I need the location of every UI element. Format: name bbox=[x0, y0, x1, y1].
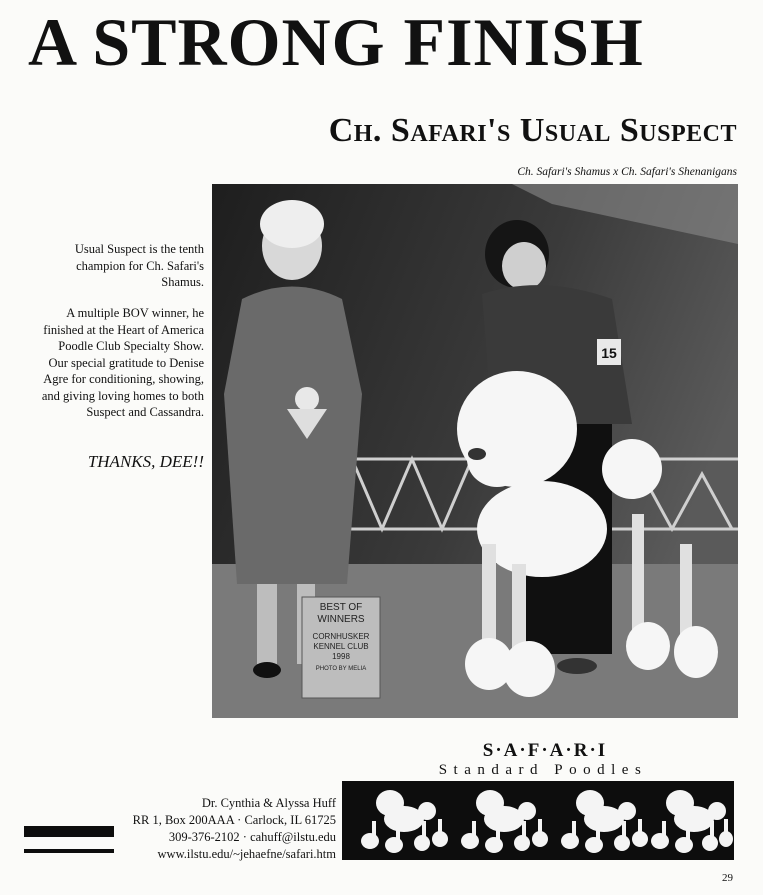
show-photo bbox=[212, 184, 738, 718]
svg-text:1998: 1998 bbox=[332, 652, 350, 661]
brand-name: S·A·F·A·R·I bbox=[482, 740, 608, 761]
svg-text:15: 15 bbox=[601, 345, 617, 361]
poodle-silhouette-4 bbox=[651, 790, 733, 853]
best-of-winners-sign bbox=[302, 597, 380, 698]
svg-text:BEST OF: BEST OF bbox=[319, 602, 363, 613]
decorative-bar bbox=[24, 826, 114, 837]
contact-phone-email[interactable]: 309-376-2102 · cahuff@ilstu.edu bbox=[168, 830, 336, 844]
contact-website[interactable]: www.ilstu.edu/~jehaefne/safari.htm bbox=[157, 847, 336, 861]
sidebar-paragraph-1: Usual Suspect is the tenth champion for Ch. Safari's Shamus. bbox=[74, 242, 204, 289]
svg-text:CORNHUSKER: CORNHUSKER bbox=[312, 632, 370, 641]
headline: A STRONG FINISH bbox=[28, 4, 644, 80]
dog-title: Ch. Safari's Usual Suspect bbox=[328, 112, 737, 149]
sidebar-paragraph-2: A multiple BOV winner, he finished at the Heart of America Poodle Club Specialty Show. Our special gratitude to Denise Agre for conditioning, showing, and giving loving homes to both Suspect and Cassandra. bbox=[41, 306, 204, 419]
decorative-bar-thin bbox=[24, 849, 114, 853]
contact-address: RR 1, Box 200AAA · Carlock, IL 61725 bbox=[132, 813, 336, 827]
thanks-line: THANKS, DEE!! bbox=[87, 452, 204, 471]
page-number: 29 bbox=[722, 872, 733, 884]
poodle-silhouette-3 bbox=[561, 790, 648, 853]
svg-text:WINNERS: WINNERS bbox=[317, 614, 365, 625]
svg-text:KENNEL CLUB: KENNEL CLUB bbox=[313, 642, 369, 651]
poodle-silhouette-strip bbox=[342, 781, 734, 860]
svg-text:PHOTO BY MELIA: PHOTO BY MELIA bbox=[315, 666, 367, 672]
brand-tagline: Standard Poodles bbox=[438, 762, 648, 778]
parentage: Ch. Safari's Shamus x Ch. Safari's Shenanigans bbox=[517, 166, 737, 178]
contact-block bbox=[110, 795, 336, 863]
contact-names: Dr. Cynthia & Alyssa Huff bbox=[201, 796, 336, 810]
poodle-silhouette-1 bbox=[361, 790, 448, 853]
poodle-silhouette-2 bbox=[461, 790, 548, 853]
